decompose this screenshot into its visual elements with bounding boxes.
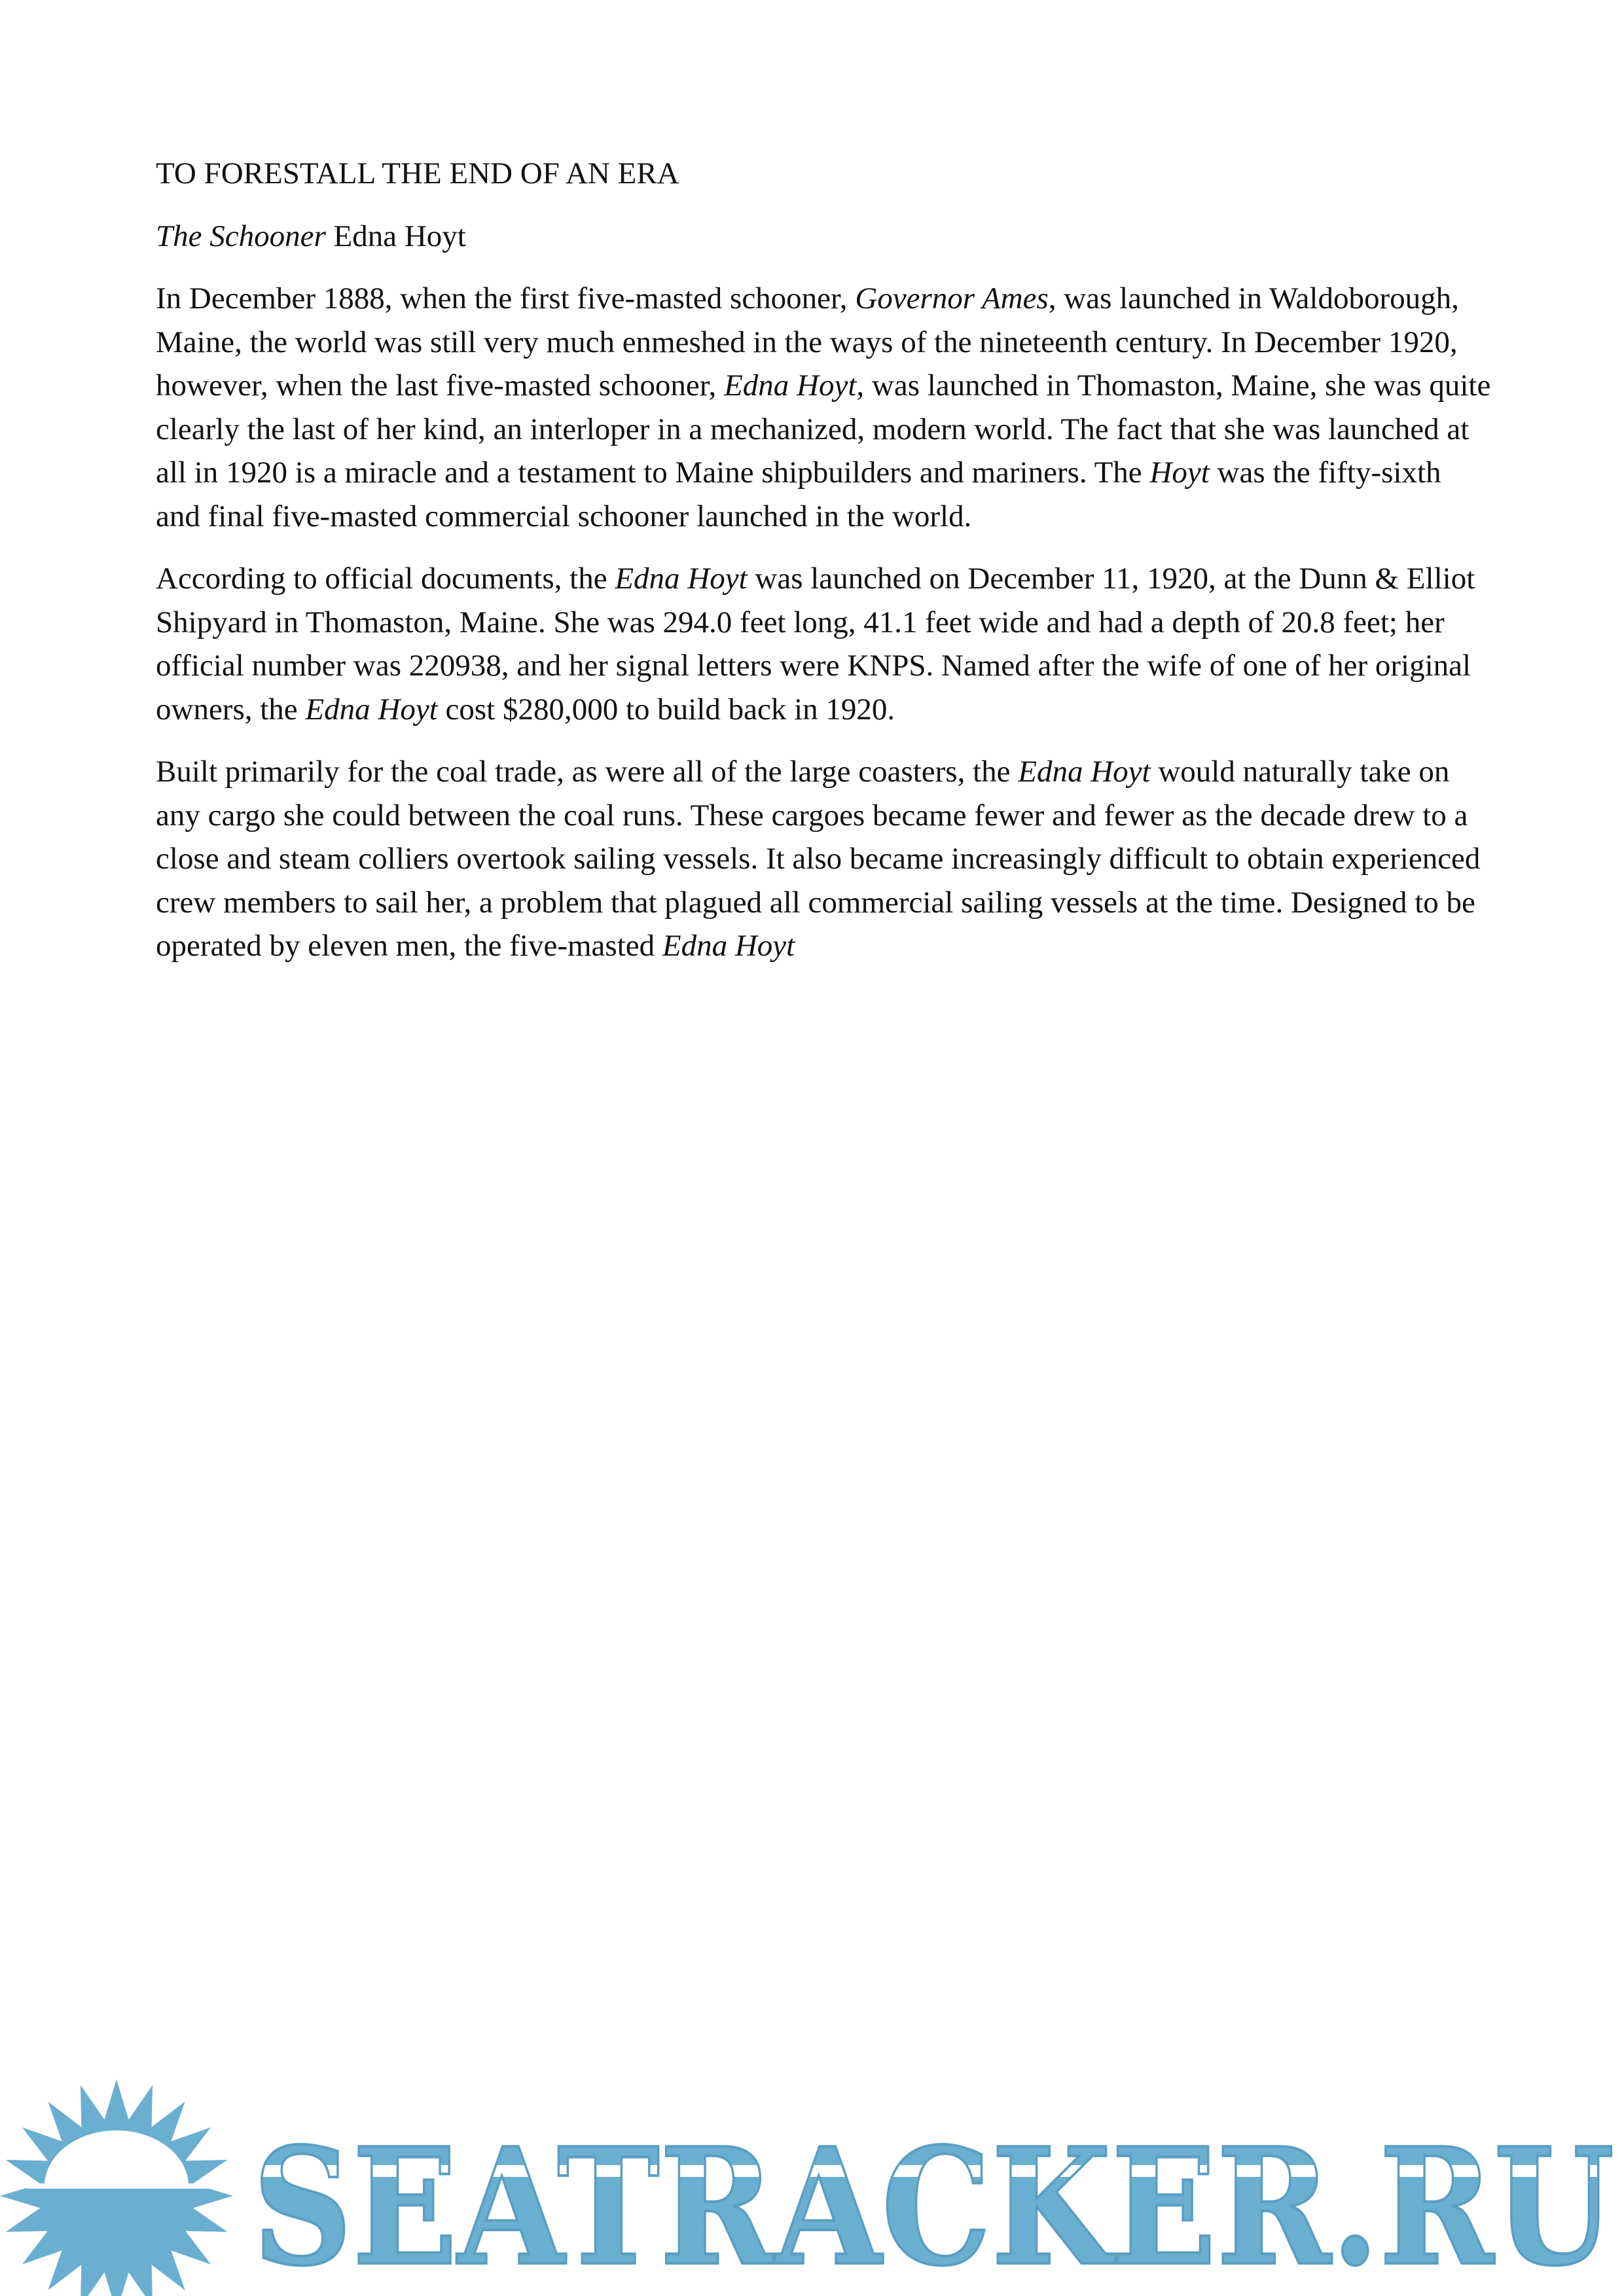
p3-text-a: Built primarily for the coal trade, as were all of the large coasters, the <box>156 755 1019 789</box>
paragraph-3 <box>156 750 1491 968</box>
p1-text-g: was the fifty-sixth and final five-masted commercial schooner launched in the world. <box>156 456 1441 533</box>
p2-ship-name-2: Edna Hoyt <box>305 692 438 726</box>
subtitle-plain: Edna Hoyt <box>325 219 466 253</box>
watermark-text: SEATRACKER.RU <box>253 2113 1614 2296</box>
subtitle-italic: The Schooner <box>156 219 326 253</box>
p2-ship-name-1: Edna Hoyt <box>615 562 748 596</box>
paragraph-2 <box>156 557 1491 731</box>
p1-ship-name-edna-hoyt: Edna Hoyt <box>724 368 857 403</box>
p1-text-a: In December 1888, when the first five-masted schooner, <box>156 281 856 315</box>
p3-ship-name-2: Edna Hoyt <box>662 929 795 963</box>
seatracker-watermark <box>0 2055 1624 2296</box>
document-body <box>156 152 1491 987</box>
p2-text-e: cost $280,000 to build back in 1920. <box>437 692 895 726</box>
article-subtitle <box>156 215 1491 259</box>
paragraph-1 <box>156 277 1491 538</box>
p1-ship-name-hoyt: Hoyt <box>1149 456 1210 490</box>
sun-icon <box>0 2079 233 2296</box>
p2-text-a: According to official documents, the <box>156 562 615 596</box>
p1-ship-name-governor-ames: Governor Ames <box>855 281 1049 315</box>
article-title: TO FORESTALL THE END OF AN ERA <box>156 156 679 190</box>
watermark-graphic <box>0 2055 1624 2296</box>
p1-text-c: , was launched in Waldoborough, Maine, the world was still very much enmeshed in the ways of the nineteenth century. In December 1920, however, when the last five-masted schooner, <box>156 281 1459 403</box>
p3-text-c: would naturally take on any cargo she could between the coal runs. These cargoes became fewer and fewer as the decade drew to a close and steam colliers overtook sailing vessels. It also became increasingly difficult to obtain experienced crew members to sail her, a problem that plagued all commercial sailing vessels at the time. Designed to be operated by eleven men, the five-masted <box>156 755 1481 963</box>
p2-text-c: was launched on December 11, 1920, at the Dunn & Elliot Shipyard in Thomaston, Maine. She was 294.0 feet long, 41.1 feet wide and had a depth of 20.8 feet; her official number was 220938, and her signal letters were KNPS. Named after the wife of one of her original owners, the <box>156 562 1475 726</box>
p3-ship-name-1: Edna Hoyt <box>1018 755 1151 789</box>
p1-text-e: , was launched in Thomaston, Maine, she was quite clearly the last of her kind, an interloper in a mechanized, modern world. The fact that she was launched at all in 1920 is a miracle and a testament to Maine shipbuilders and mariners. The <box>156 368 1491 490</box>
